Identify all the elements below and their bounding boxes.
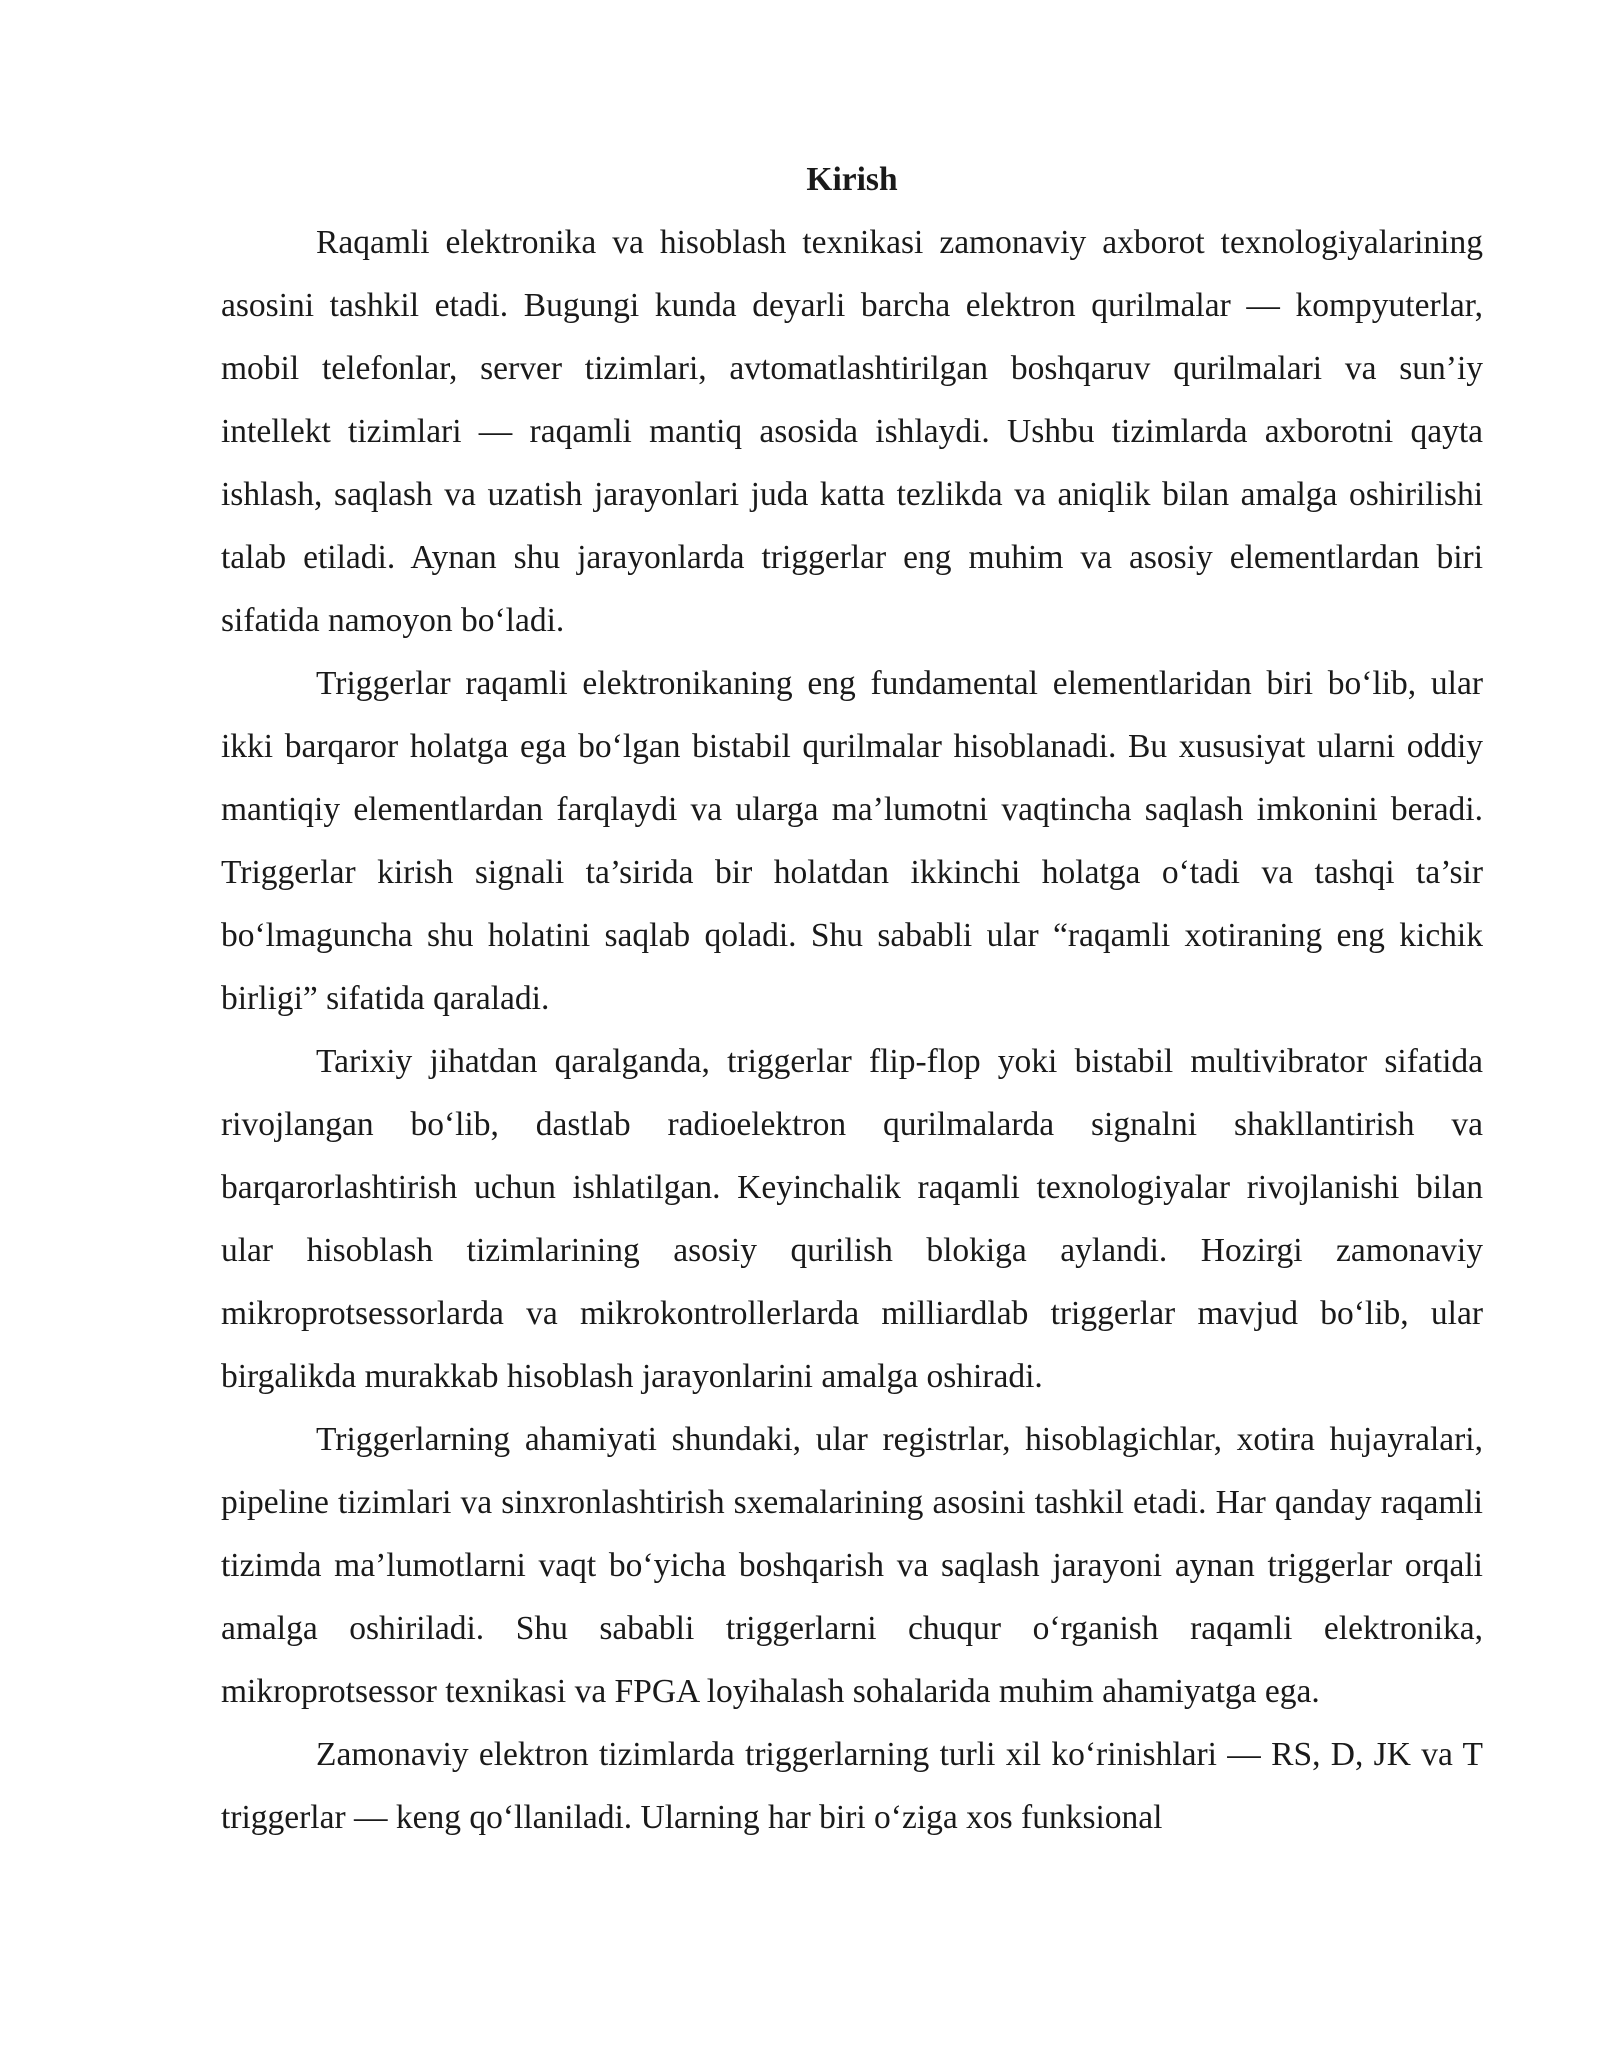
document-body (221, 148, 1483, 1849)
paragraph: Tarixiy jihatdan qaralganda, triggerlar flip-flop yoki bistabil multivibrator sifatida rivojlangan boʻlib, dastlab radioelektron qurilmalarda signalni shakllantirish va barqarorlashtirish uchun ishlatilgan. Keyinchalik raqamli texnologiyalar rivojlanishi bilan ular hisoblash tizimlarining asosiy qurilish blokiga aylandi. Hozirgi zamonaviy mikroprotsessorlarda va mikrokontrollerlarda milliardlab triggerlar mavjud boʻlib, ular birgalikda murakkab hisoblash jarayonlarini amalga oshiradi. (221, 1043, 1483, 1395)
paragraph: Triggerlarning ahamiyati shundaki, ular registrlar, hisoblagichlar, xotira hujayralari, pipeline tizimlari va sinxronlashtirish sxemalarining asosini tashkil etadi. Har qanday raqamli tizimda ma’lumotlarni vaqt boʻyicha boshqarish va saqlash jarayoni aynan triggerlar orqali amalga oshiriladi. Shu sababli triggerlarni chuqur oʻrganish raqamli elektronika, mikroprotsessor texnikasi va FPGA loyihalash sohalarida muhim ahamiyatga ega. (221, 1421, 1483, 1710)
paragraph: Triggerlar raqamli elektronikaning eng fundamental elementlaridan biri boʻlib, ular ikki barqaror holatga ega boʻlgan bistabil qurilmalar hisoblanadi. Bu xususiyat ularni oddiy mantiqiy elementlardan farqlaydi va ularga ma’lumotni vaqtincha saqlash imkonini beradi. Triggerlar kirish signali ta’sirida bir holatdan ikkinchi holatga oʻtadi va tashqi ta’sir boʻlmaguncha shu holatini saqlab qoladi. Shu sababli ular “raqamli xotiraning eng kichik birligi” sifatida qaraladi. (221, 665, 1483, 1017)
paragraph: Zamonaviy elektron tizimlarda triggerlarning turli xil koʻrinishlari — RS, D, JK va T triggerlar — keng qoʻllaniladi. Ularning har biri oʻziga xos funksional (221, 1736, 1483, 1836)
section-title: Kirish (806, 161, 898, 198)
paragraph: Raqamli elektronika va hisoblash texnikasi zamonaviy axborot texnologiyalarining asosini tashkil etadi. Bugungi kunda deyarli barcha elektron qurilmalar — kompyuterlar, mobil telefonlar, server tizimlari, avtomatlashtirilgan boshqaruv qurilmalari va sun’iy intellekt tizimlari — raqamli mantiq asosida ishlaydi. Ushbu tizimlarda axborotni qayta ishlash, saqlash va uzatish jarayonlari juda katta tezlikda va aniqlik bilan amalga oshirilishi talab etiladi. Aynan shu jarayonlarda triggerlar eng muhim va asosiy elementlardan biri sifatida namoyon boʻladi. (221, 224, 1483, 639)
